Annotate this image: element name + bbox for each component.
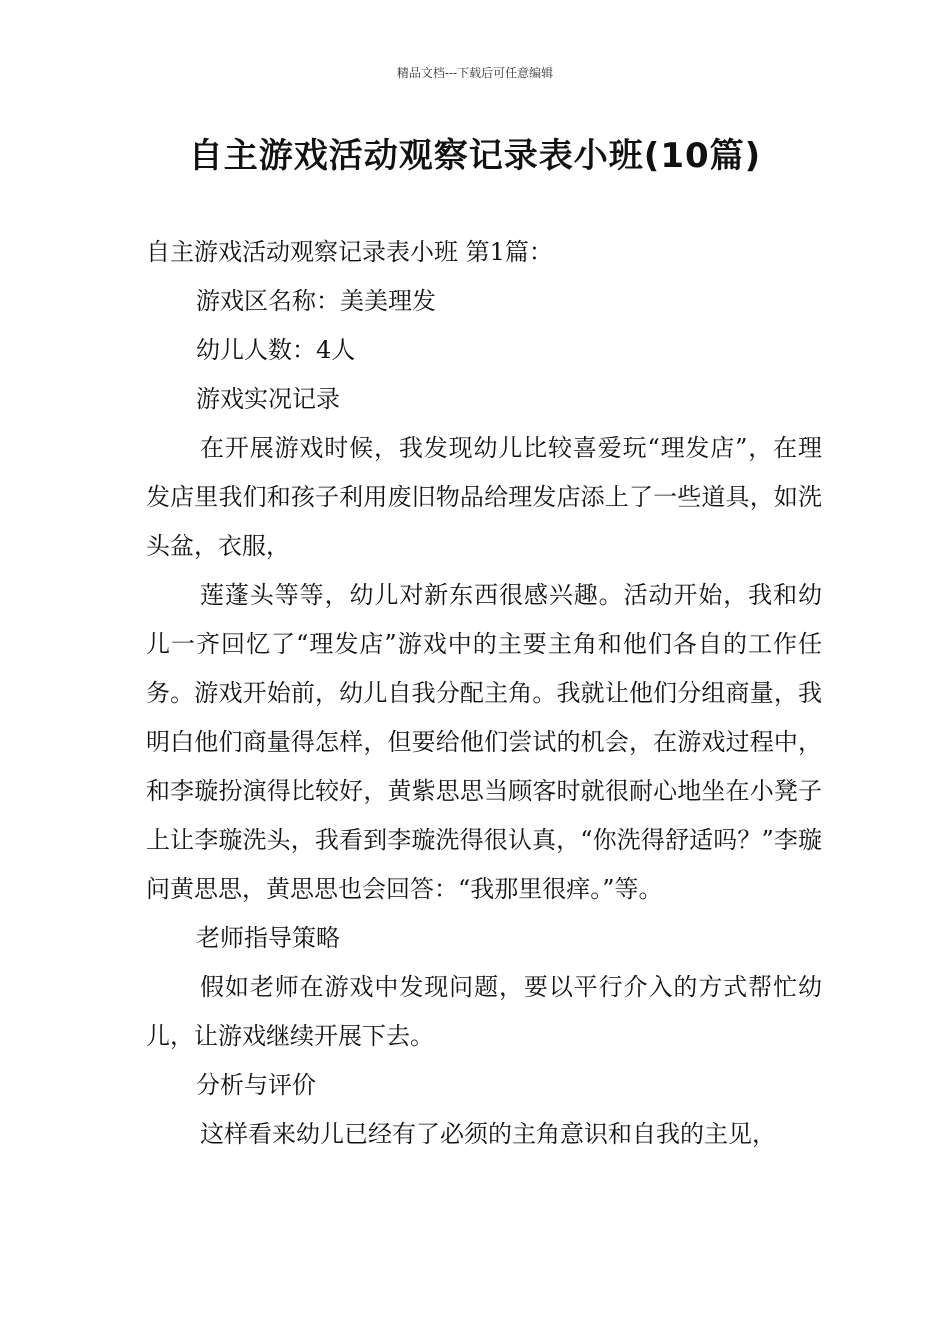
child-count-field: 幼儿人数：4人 xyxy=(196,336,356,364)
page-title: 自主游戏活动观察记录表小班(10篇) xyxy=(188,136,762,176)
document-body xyxy=(146,228,822,1159)
header-note: 精品文档---下载后可任意编辑 xyxy=(396,66,554,80)
paragraph-4: 这样看来幼儿已经有了必须的主角意识和自我的主见， xyxy=(200,1120,776,1148)
section-heading: 自主游戏活动观察记录表小班 第1篇： xyxy=(146,238,553,266)
guide-heading: 老师指导策略 xyxy=(196,924,340,952)
paragraph-2: 莲蓬头等等，幼儿对新东西很感兴趣。活动开始，我和幼儿一齐回忆了“理发店”游戏中的主要主角和他们各自的工作任务。游戏开始前，幼儿自我分配主角。我就让他们分组商量，我明白他们商量得怎样，但要给他们尝试的机会，在游戏过程中，和李璇扮演得比较好，黄紫思思当顾客时就很耐心地坐在小凳子上让李璇洗头，我看到李璇洗得很认真，“你洗得舒适吗？”李璇问黄思思，黄思思也会回答：“我那里很痒。”等。 xyxy=(146,581,822,903)
paragraph-1: 在开展游戏时候，我发现幼儿比较喜爱玩“理发店”，在理发店里我们和孩子利用废旧物品给理发店添上了一些道具，如洗头盆，衣服， xyxy=(146,434,822,560)
area-name-field: 游戏区名称：美美理发 xyxy=(196,287,436,315)
analysis-heading: 分析与评价 xyxy=(196,1071,316,1099)
record-heading: 游戏实况记录 xyxy=(196,385,340,413)
paragraph-3: 假如老师在游戏中发现问题，要以平行介入的方式帮忙幼儿，让游戏继续开展下去。 xyxy=(146,973,822,1050)
